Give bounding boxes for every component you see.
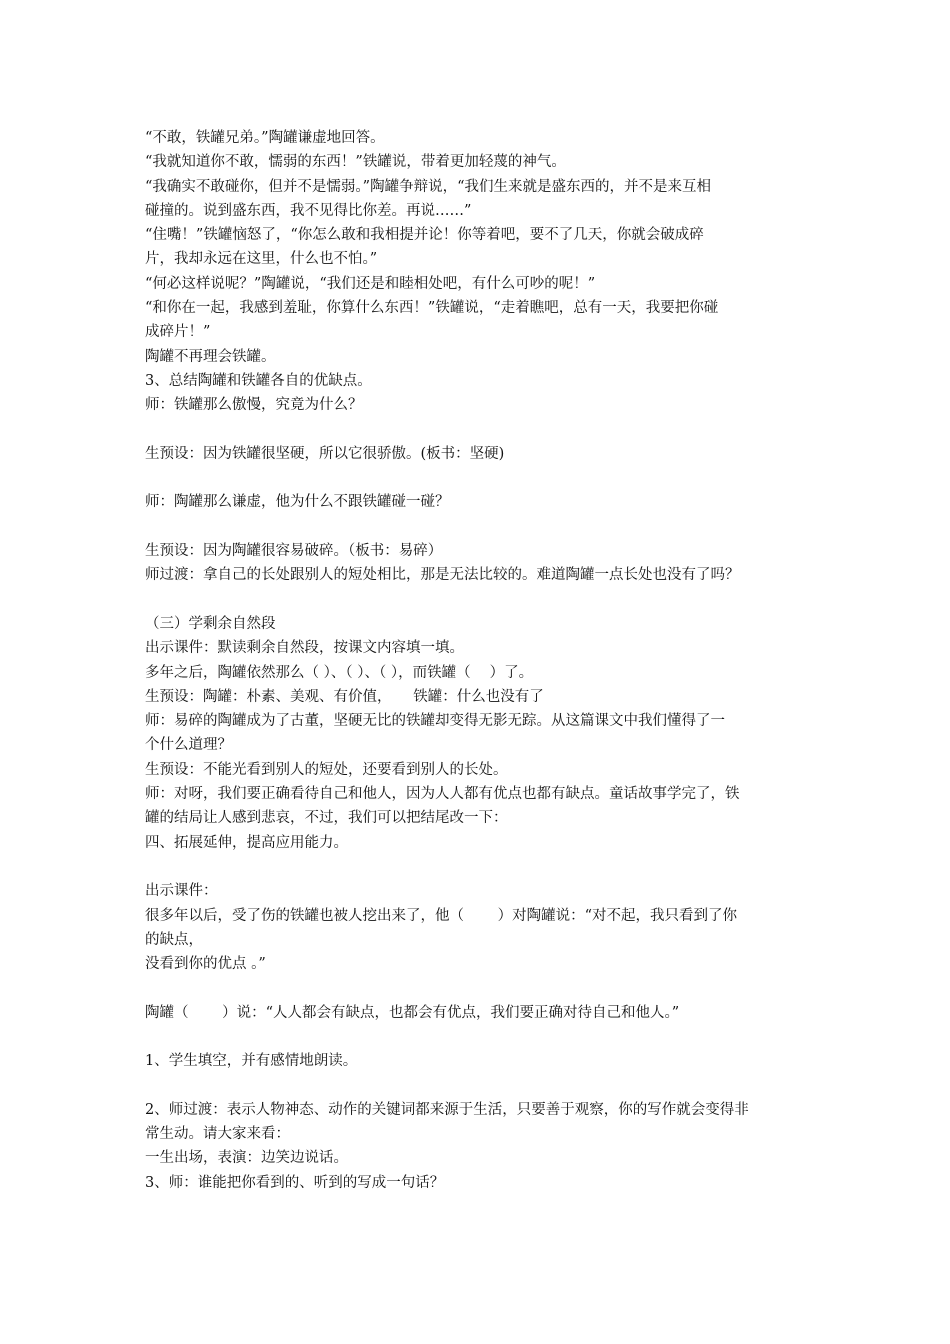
text-line: 多年之后，陶罐依然那么（ ）、（ ）、（ ），而铁罐（ ）了。 (145, 664, 534, 681)
blank-line (145, 588, 825, 612)
text-line: 2、师过渡：表示人物神态、动作的关键词都来源于生活，只要善于观察，你的写作就会变得非 (145, 1101, 749, 1118)
text-line: 生预设：陶罐：朴素、美观、有价值， 铁罐：什么也没有了 (145, 688, 544, 705)
blank-line (145, 466, 825, 490)
text-line: 师：铁罐那么傲慢，究竟为什么？ (145, 397, 363, 414)
text-line: 成碎片！” (145, 324, 211, 341)
text-line: 3、总结陶罐和铁罐各自的优缺点。 (145, 372, 372, 389)
text-line: 师：陶罐那么谦虚，他为什么不跟铁罐碰一碰？ (145, 494, 450, 511)
text-line: “住嘴！”铁罐恼怒了，“你怎么敢和我相提并论！你等着吧，要不了几天，你就会破成碎 (145, 227, 704, 244)
text-line: 碰撞的。说到盛东西，我不见得比你差。再说……” (145, 202, 472, 219)
text-line: 一生出场，表演：边笑边说话。 (145, 1150, 348, 1167)
text-line: 生预设：因为铁罐很坚硬，所以它很骄傲。(板书：坚硬) (145, 445, 505, 462)
text-line: 四、拓展延伸，提高应用能力。 (145, 834, 348, 851)
text-line: “不敢，铁罐兄弟。”陶罐谦虚地回答。 (145, 130, 385, 146)
text-line: 出示课件：默读剩余自然段，按课文内容填一填。 (145, 640, 464, 657)
text-line: 罐的结局让人感到悲哀，不过，我们可以把结尾改一下： (145, 810, 508, 827)
text-line: 生预设：不能光看到别人的短处，还要看到别人的长处。 (145, 761, 508, 778)
text-line: 片，我却永远在这里，什么也不怕。” (145, 251, 378, 268)
blank-line (145, 418, 825, 442)
text-line: 出示课件： (145, 883, 218, 900)
text-line: 陶罐不再理会铁罐。 (145, 348, 276, 365)
text-line: 陶罐（ ）说：“人人都会有缺点，也都会有优点，我们要正确对待自己和他人。” (145, 1004, 680, 1021)
text-line: 很多年以后，受了伤的铁罐也被人挖出来了，他（ ）对陶罐说：“对不起，我只看到了你 (145, 907, 738, 924)
text-line: 个什么道理？ (145, 737, 232, 754)
text-line: “何必这样说呢？”陶罐说，“我们还是和睦相处吧，有什么可吵的呢！” (145, 275, 596, 292)
blank-line (145, 1025, 825, 1049)
text-line: 生预设：因为陶罐很容易破碎。（板书：易碎） (145, 543, 443, 560)
text-line: “我就知道你不敢，懦弱的东西！”铁罐说，带着更加轻蔑的神气。 (145, 154, 566, 171)
text-line: “和你在一起，我感到羞耻，你算什么东西！”铁罐说，“走着瞧吧，总有一天，我要把你碰 (145, 300, 719, 317)
text-line: 没看到你的优点 。” (145, 956, 266, 973)
text-line: （三）学剩余自然段 (145, 615, 276, 632)
text-line: 的缺点， (145, 931, 203, 948)
blank-line (145, 976, 825, 1000)
text-line: “我确实不敢碰你，但并不是懦弱。”陶罐争辩说，“我们生来就是盛东西的，并不是来互相 (145, 178, 711, 195)
document-body (145, 126, 825, 1195)
text-line: 1、学生填空，并有感情地朗读。 (145, 1053, 358, 1070)
text-line: 师过渡：拿自己的长处跟别人的短处相比，那是无法比较的。难道陶罐一点长处也没有了吗？ (145, 567, 740, 584)
text-line: 师：对呀，我们要正确看待自己和他人，因为人人都有优点也都有缺点。童话故事学完了，铁 (145, 786, 740, 803)
text-line: 3、师：谁能把你看到的、听到的写成一句话？ (145, 1174, 445, 1191)
blank-line (145, 1074, 825, 1098)
text-line: 师：易碎的陶罐成为了古董，坚硬无比的铁罐却变得无影无踪。从这篇课文中我们懂得了一 (145, 713, 725, 730)
blank-line (145, 855, 825, 879)
blank-line (145, 515, 825, 539)
text-line: 常生动。请大家来看： (145, 1126, 290, 1143)
